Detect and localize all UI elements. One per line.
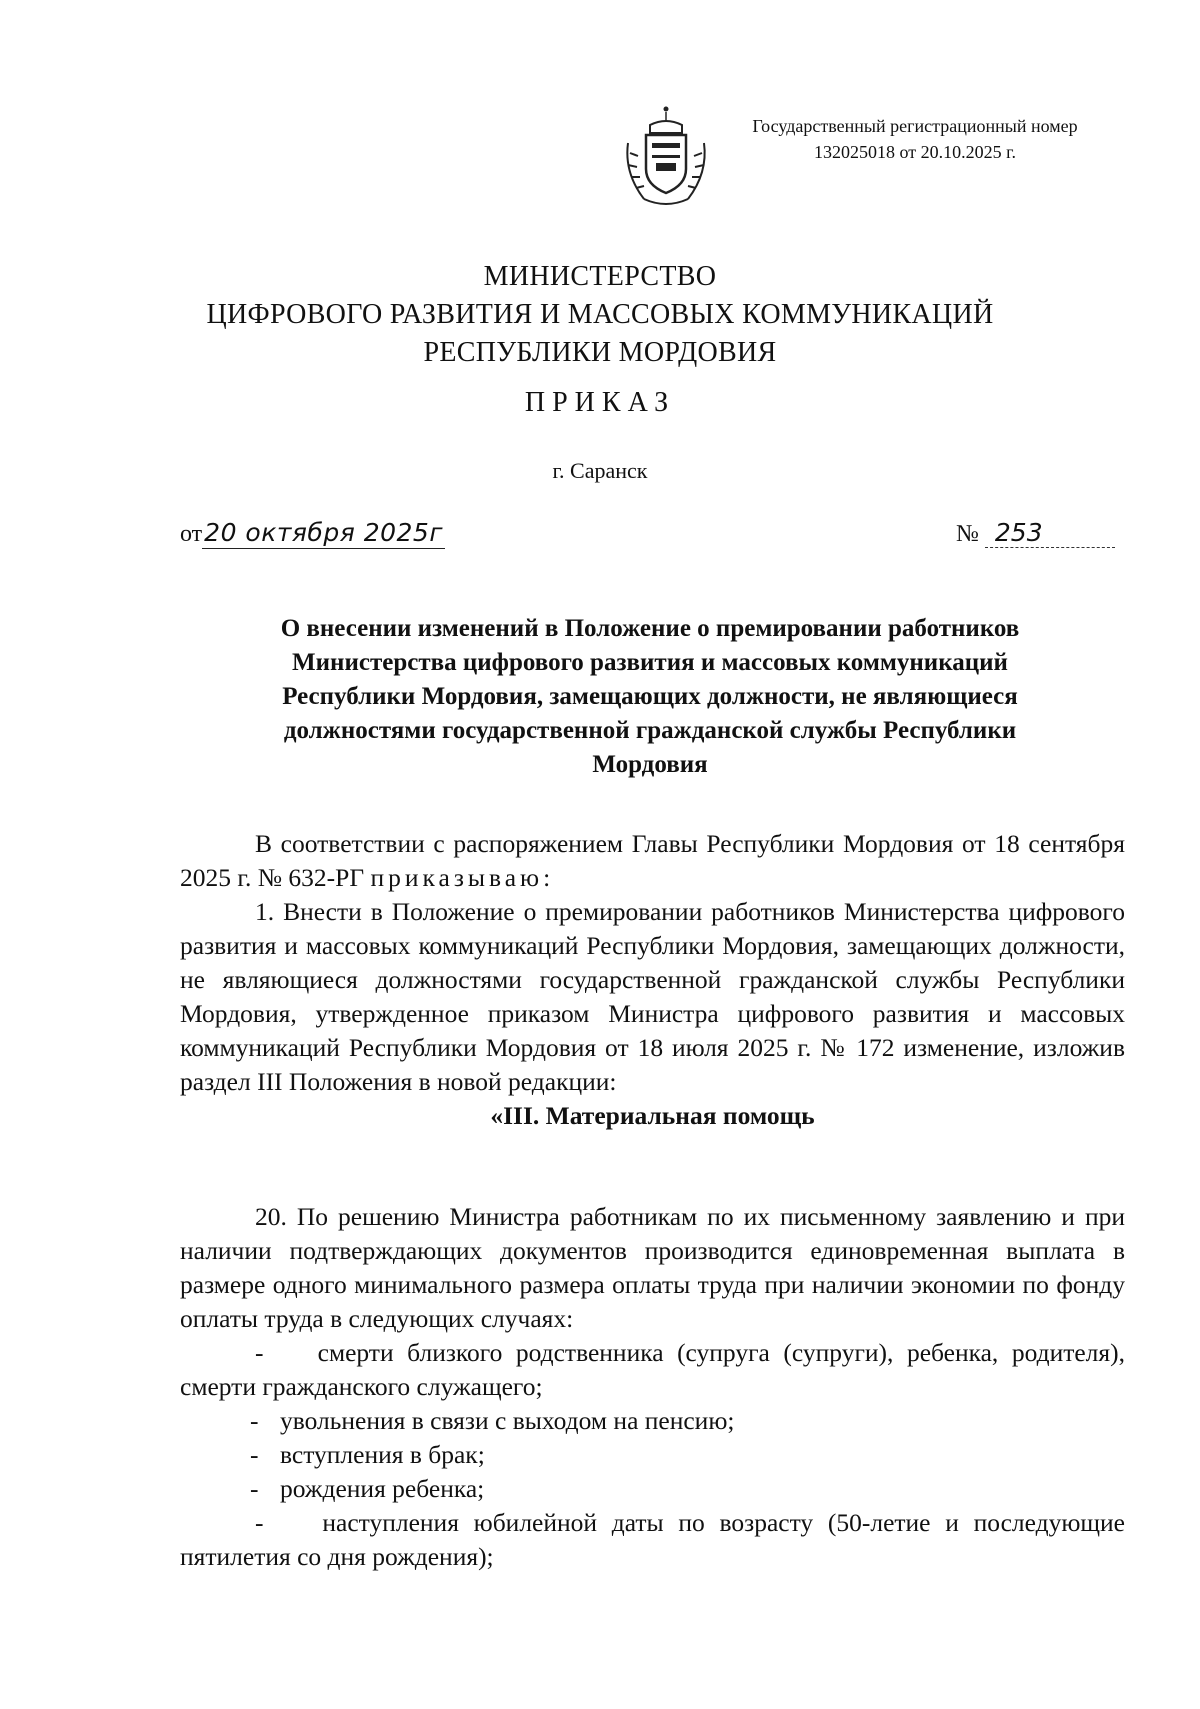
list-item	[180, 1336, 1125, 1404]
list-item	[180, 1438, 1125, 1472]
registration-label: Государственный регистрационный номер	[752, 116, 1078, 136]
paragraph-20: 20. По решению Министра работникам по их письменному заявлению и при наличии подтверждающих документов производится единовременная выплата в размере одного минимального размера оплаты труда при наличии экономии по фонду оплаты труда в следующих случаях:	[180, 1202, 1125, 1333]
registration-value: 132025018 от 20.10.2025 г.	[814, 142, 1016, 162]
case-1: смерти близкого родственника (супруга (супруги), ребенка, родителя), смерти гражданского служащего;	[180, 1338, 1126, 1401]
subject-line-3: Республики Мордовия, замещающих должности, не являющиеся	[282, 683, 1018, 710]
section-content	[180, 1200, 1125, 1574]
order-word: приказываю:	[370, 863, 555, 892]
dash: -	[250, 1440, 259, 1469]
handwritten-number: 253	[985, 518, 1115, 548]
ministry-line-3: РЕСПУБЛИКИ МОРДОВИЯ	[423, 337, 777, 368]
subject-line-1: О внесении изменений в Положение о премировании работников	[280, 615, 1020, 642]
ministry-line-2: ЦИФРОВОГО РАЗВИТИЯ И МАССОВЫХ КОММУНИКАЦИЙ	[206, 299, 994, 330]
coat-of-arms-icon	[620, 103, 712, 215]
order-date	[180, 518, 445, 548]
case-4: рождения ребенка;	[280, 1474, 485, 1503]
registration-number	[700, 113, 1130, 165]
case-3: вступления в брак;	[280, 1440, 485, 1469]
city: г. Саранск	[552, 458, 648, 483]
list-item	[180, 1506, 1125, 1574]
ministry-name	[0, 258, 1200, 372]
subject-line-2: Министерства цифрового развития и массовых коммуникаций	[292, 649, 1008, 676]
section-title: «III. Материальная помощь	[490, 1101, 815, 1130]
number-prefix: №	[956, 521, 979, 547]
handwritten-date: 20 октября 2025г	[204, 518, 443, 547]
order-number	[956, 518, 1115, 548]
dash: -	[255, 1508, 264, 1537]
order-subject	[180, 612, 1120, 782]
document-type-title: ПРИКАЗ	[524, 387, 676, 418]
case-5: наступления юбилейной даты по возрасту (50-летие и последующие пятилетия со дня рождения);	[180, 1508, 1126, 1571]
intro-paragraph	[180, 827, 1125, 895]
item-1-paragraph: 1. Внести в Положение о премировании работников Министерства цифрового развития и массовых коммуникаций Республики Мордовия, замещающих должности, не являющиеся должностями государственной гражданской службы Республики Мордовия, утвержденное приказом Министра цифрового развития и массовых коммуникаций Республики Мордовия от 18 июля 2025 г. № 172 изменение, изложив раздел III Положения в новой редакции:	[180, 897, 1125, 1096]
dash: -	[255, 1338, 264, 1367]
dash: -	[250, 1406, 259, 1435]
intro-text: В соответствии с распоряжением Главы Республики Мордовия от 18 сентября 2025 г. № 632-РГ	[180, 829, 1125, 892]
list-item	[180, 1472, 1125, 1506]
date-prefix: от	[180, 521, 203, 547]
order-body	[180, 827, 1125, 1133]
dash: -	[250, 1474, 259, 1503]
subject-line-4: должностями государственной гражданской службы Республики	[283, 717, 1017, 744]
ministry-line-1: МИНИСТЕРСТВО	[483, 261, 717, 292]
case-2: увольнения в связи с выходом на пенсию;	[280, 1406, 735, 1435]
subject-line-5: Мордовия	[592, 751, 708, 778]
list-item	[180, 1404, 1125, 1438]
